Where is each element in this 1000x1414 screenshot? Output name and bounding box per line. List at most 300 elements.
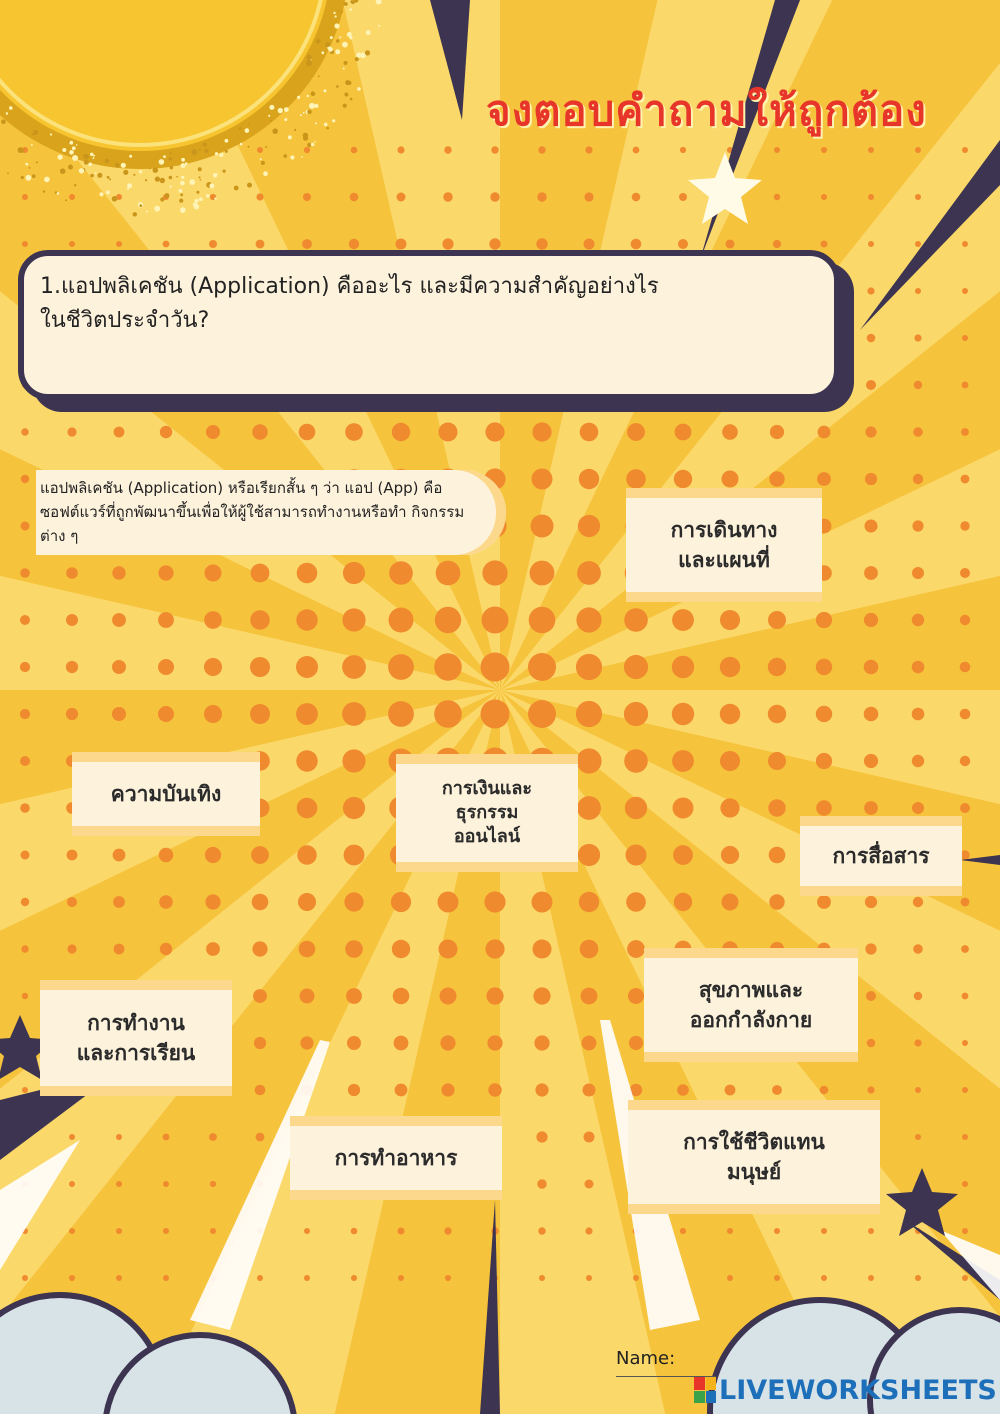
glitter-speck	[74, 184, 76, 186]
glitter-speck	[306, 55, 311, 60]
halftone-dot	[539, 1275, 545, 1281]
halftone-dot	[481, 653, 510, 682]
halftone-dot	[112, 613, 126, 627]
halftone-dot	[346, 988, 362, 1004]
halftone-dot	[821, 1275, 827, 1281]
halftone-dot	[160, 943, 172, 955]
glitter-speck	[332, 119, 335, 122]
glitter-speck	[335, 15, 337, 17]
halftone-dot	[625, 797, 647, 819]
halftone-dot	[299, 941, 316, 958]
halftone-dot	[577, 796, 601, 820]
glitter-speck	[199, 197, 203, 201]
halftone-dot	[768, 799, 785, 816]
glitter-speck	[204, 149, 208, 153]
halftone-dot	[529, 607, 556, 634]
halftone-dot	[445, 1275, 451, 1281]
answer-text: แอปพลิเคชัน (Application) หรือเรียกสั้น ๆ ว่า แอป (App) คือ ซอฟต์แวร์ที่ถูกพัฒนาขึ้นเพื่อให้ผู้ใช้สามารถทำงานหรือทำ กิจกรรมต่าง ๆ	[40, 479, 465, 545]
card-entertainment[interactable]	[72, 752, 260, 836]
glitter-speck	[139, 170, 142, 173]
halftone-dot	[528, 653, 556, 681]
halftone-dot	[116, 1275, 122, 1281]
halftone-dot	[868, 241, 874, 247]
halftone-dot	[585, 1180, 594, 1189]
glitter-speck	[127, 183, 132, 188]
glitter-speck	[240, 143, 243, 146]
halftone-dot	[674, 893, 692, 911]
halftone-dot	[961, 898, 970, 907]
halftone-dot	[721, 846, 739, 864]
glitter-speck	[357, 87, 361, 91]
glitter-speck	[198, 167, 202, 171]
halftone-dot	[912, 661, 925, 674]
glitter-speck	[121, 163, 126, 168]
halftone-dot	[394, 1036, 409, 1051]
halftone-dot	[816, 659, 832, 675]
halftone-dot	[774, 1228, 780, 1234]
halftone-dot	[351, 1275, 357, 1281]
halftone-dot	[67, 897, 77, 907]
halftone-dot	[254, 1037, 266, 1049]
halftone-dot	[296, 703, 318, 725]
glitter-speck	[263, 171, 268, 176]
halftone-dot	[720, 610, 740, 630]
halftone-dot	[398, 1228, 405, 1235]
glitter-speck	[261, 161, 265, 165]
glitter-speck	[199, 176, 201, 178]
halftone-dot	[441, 1083, 454, 1096]
halftone-dot	[397, 146, 404, 153]
halftone-dot	[67, 944, 76, 953]
halftone-dot	[256, 240, 265, 249]
halftone-dot	[528, 700, 556, 728]
glitter-speck	[69, 150, 74, 155]
glitter-speck	[99, 192, 103, 196]
glitter-speck	[189, 179, 195, 185]
halftone-dot	[867, 334, 876, 343]
halftone-dot	[344, 845, 365, 866]
glitter-speck	[206, 194, 210, 198]
halftone-dot	[960, 568, 970, 578]
glitter-speck	[321, 51, 324, 54]
glitter-speck	[133, 174, 135, 176]
halftone-dot	[960, 615, 970, 625]
page-title: จงตอบคำถามให้ถูกต้อง	[486, 86, 927, 135]
halftone-dot	[961, 475, 970, 484]
halftone-dot	[250, 704, 270, 724]
glitter-speck	[112, 196, 118, 202]
halftone-dot	[439, 940, 458, 959]
halftone-dot	[300, 989, 315, 1004]
halftone-dot	[726, 240, 735, 249]
glitter-speck	[234, 186, 239, 191]
glitter-speck	[58, 155, 63, 160]
halftone-dot	[821, 147, 827, 153]
halftone-dot	[538, 146, 545, 153]
halftone-dot	[680, 147, 686, 153]
halftone-dot	[20, 568, 30, 578]
halftone-dot	[116, 1181, 122, 1187]
glitter-speck	[72, 155, 78, 161]
glitter-speck	[269, 105, 274, 110]
halftone-dot	[69, 241, 75, 247]
halftone-dot	[112, 660, 126, 674]
answer-input[interactable]	[40, 476, 484, 554]
glitter-speck	[179, 199, 183, 203]
halftone-dot	[583, 1084, 596, 1097]
halftone-dot	[485, 939, 504, 958]
glitter-speck	[180, 207, 186, 213]
halftone-dot	[250, 657, 270, 677]
halftone-dot	[913, 944, 923, 954]
halftone-dot	[159, 848, 173, 862]
halftone-dot	[624, 608, 648, 632]
glitter-speck	[21, 176, 24, 179]
halftone-dot	[205, 565, 222, 582]
card-health-exercise[interactable]	[644, 948, 858, 1062]
halftone-dot	[720, 751, 740, 771]
halftone-dot	[962, 382, 969, 389]
halftone-dot	[821, 241, 828, 248]
halftone-dot	[393, 988, 410, 1005]
halftone-dot	[66, 661, 78, 673]
halftone-dot	[768, 611, 786, 629]
question-line-1: 1.แอปพลิเคชัน (Application) คืออะไร และมีความสำคัญอย่างไร	[40, 274, 659, 299]
glitter-speck	[160, 197, 164, 201]
glitter-speck	[278, 108, 283, 113]
halftone-dot	[727, 1275, 733, 1281]
halftone-dot	[626, 845, 647, 866]
halftone-dot	[818, 426, 831, 439]
halftone-dot	[627, 940, 645, 958]
glitter-speck	[195, 199, 199, 203]
glitter-speck	[248, 146, 250, 148]
halftone-dot	[912, 614, 924, 626]
halftone-dot	[69, 1228, 75, 1234]
halftone-dot	[435, 607, 461, 633]
halftone-dot	[434, 653, 462, 681]
glitter-speck	[25, 163, 28, 166]
glitter-speck	[90, 174, 94, 178]
halftone-dot	[436, 561, 461, 586]
halftone-dot	[962, 241, 968, 247]
halftone-dot	[66, 567, 78, 579]
glitter-speck	[294, 129, 296, 131]
glitter-speck	[337, 10, 339, 12]
glitter-speck	[339, 36, 341, 38]
glitter-speck	[239, 127, 242, 130]
glitter-speck	[297, 96, 300, 99]
glitter-speck	[105, 159, 110, 164]
halftone-dot	[678, 239, 688, 249]
halftone-dot	[577, 561, 601, 585]
glitter-speck	[324, 123, 328, 127]
halftone-dot	[116, 1134, 122, 1140]
halftone-dot	[21, 898, 29, 906]
halftone-dot	[20, 615, 30, 625]
halftone-dot	[204, 611, 222, 629]
glitter-speck	[123, 170, 128, 175]
halftone-dot	[576, 607, 601, 632]
halftone-dot	[257, 1275, 263, 1281]
halftone-dot	[342, 608, 365, 631]
halftone-dot	[914, 992, 922, 1000]
halftone-dot	[864, 754, 878, 768]
glitter-speck	[57, 192, 60, 195]
halftone-dot	[960, 521, 969, 530]
glitter-speck	[303, 136, 308, 141]
glitter-speck	[192, 149, 198, 155]
halftone-dot	[488, 1083, 501, 1096]
halftone-dot	[440, 988, 457, 1005]
halftone-dot	[912, 802, 924, 814]
halftone-dot	[388, 701, 414, 727]
halftone-dot	[21, 475, 29, 483]
halftone-dot	[444, 1227, 451, 1234]
halftone-dot	[252, 941, 267, 956]
halftone-dot	[672, 656, 694, 678]
glitter-speck	[7, 173, 9, 175]
halftone-dot	[864, 707, 879, 722]
halftone-dot	[727, 1228, 733, 1234]
glitter-speck	[336, 39, 339, 42]
glitter-speck	[163, 155, 166, 158]
halftone-dot	[302, 239, 312, 249]
glitter-speck	[335, 49, 340, 54]
halftone-dot	[113, 849, 126, 862]
glitter-speck	[283, 154, 287, 158]
halftone-dot	[22, 241, 28, 247]
halftone-dot	[578, 844, 600, 866]
card-label: การเงินและ ธุรกรรม ออนไลน์	[441, 778, 533, 847]
glitter-speck	[318, 75, 320, 77]
glitter-speck	[155, 177, 160, 182]
halftone-dot	[397, 193, 406, 202]
halftone-dot	[204, 658, 222, 676]
glitter-speck	[145, 179, 147, 181]
halftone-dot	[576, 748, 601, 773]
halftone-dot	[389, 608, 414, 633]
glitter-speck	[84, 160, 89, 165]
halftone-dot	[487, 1035, 502, 1050]
glitter-speck	[33, 130, 38, 135]
halftone-dot	[585, 146, 592, 153]
glitter-speck	[307, 110, 312, 115]
halftone-dot	[773, 240, 781, 248]
halftone-dot	[209, 1133, 217, 1141]
halftone-dot	[206, 942, 220, 956]
halftone-dot	[624, 655, 648, 679]
halftone-dot	[585, 1227, 592, 1234]
glitter-speck	[288, 135, 292, 139]
halftone-dot	[163, 1181, 169, 1187]
halftone-dot	[865, 426, 876, 437]
glitter-speck	[32, 174, 36, 178]
card-replace-human[interactable]	[628, 1100, 880, 1214]
halftone-dot	[159, 895, 173, 909]
glitter-speck	[314, 141, 316, 143]
glitter-speck	[344, 61, 348, 65]
glitter-speck	[93, 157, 95, 159]
halftone-dot	[531, 515, 554, 538]
glitter-speck	[179, 189, 183, 193]
halftone-dot	[344, 892, 363, 911]
halftone-dot	[633, 147, 640, 154]
halftone-dot	[769, 471, 784, 486]
halftone-dot	[674, 470, 692, 488]
glitter-speck	[65, 199, 67, 201]
halftone-dot	[867, 1086, 874, 1093]
glitter-speck	[303, 112, 305, 114]
halftone-dot	[912, 755, 924, 767]
glitter-speck	[284, 107, 289, 112]
halftone-dot	[624, 702, 648, 726]
halftone-dot	[486, 987, 503, 1004]
halftone-dot	[580, 940, 599, 959]
halftone-dot	[210, 1181, 216, 1187]
halftone-dot	[624, 749, 648, 773]
halftone-dot	[20, 803, 30, 813]
halftone-dot	[116, 1228, 122, 1234]
halftone-dot	[915, 1134, 921, 1140]
halftone-dot	[725, 1085, 736, 1096]
glitter-speck	[300, 114, 302, 116]
halftone-dot	[913, 427, 923, 437]
card-cooking[interactable]	[290, 1116, 502, 1200]
halftone-dot	[66, 614, 78, 626]
glitter-speck	[268, 115, 270, 117]
halftone-dot	[345, 940, 363, 958]
halftone-dot	[205, 894, 220, 909]
glitter-speck	[1, 120, 6, 125]
glitter-speck	[180, 193, 183, 196]
halftone-dot	[962, 335, 968, 341]
halftone-dot	[391, 892, 411, 912]
card-label: สุขภาพและ ออกกำลังกาย	[689, 978, 813, 1032]
glitter-speck	[199, 149, 201, 151]
glitter-speck	[153, 168, 158, 173]
glitter-speck	[146, 211, 148, 213]
halftone-dot	[114, 944, 125, 955]
question-box	[18, 250, 840, 400]
halftone-dot	[580, 423, 599, 442]
card-work-study[interactable]	[40, 980, 232, 1096]
halftone-dot	[395, 1084, 408, 1097]
halftone-dot	[816, 612, 832, 628]
halftone-dot	[304, 1228, 310, 1234]
glitter-speck	[36, 161, 38, 163]
halftone-dot	[532, 469, 553, 490]
glitter-speck	[350, 0, 353, 3]
answer-box[interactable]	[36, 470, 506, 555]
halftone-dot	[297, 845, 316, 864]
halftone-dot	[398, 1275, 404, 1281]
halftone-dot	[534, 1035, 549, 1050]
card-communication[interactable]	[800, 816, 962, 896]
halftone-dot	[21, 945, 28, 952]
glitter-speck	[176, 176, 178, 178]
glitter-speck	[193, 202, 197, 206]
halftone-dot	[484, 891, 505, 912]
halftone-dot	[868, 194, 874, 200]
glitter-speck	[330, 36, 333, 39]
glitter-speck	[325, 42, 330, 47]
halftone-dot	[584, 192, 593, 201]
glitter-speck	[365, 50, 370, 55]
halftone-dot	[821, 194, 827, 200]
glitter-speck	[90, 153, 93, 156]
glitter-speck	[311, 143, 315, 147]
glitter-speck	[223, 170, 226, 173]
halftone-dot	[163, 1275, 169, 1281]
halftone-dot	[961, 945, 969, 953]
glitter-speck	[129, 155, 132, 158]
halftone-dot	[768, 705, 786, 723]
glitter-speck	[9, 106, 13, 110]
halftone-dot	[579, 469, 599, 489]
halftone-dot	[868, 147, 874, 153]
halftone-dot	[672, 609, 694, 631]
glitter-speck	[44, 177, 50, 183]
liveworksheets-logo-icon	[694, 1377, 716, 1403]
halftone-dot	[679, 193, 687, 201]
halftone-dot	[442, 238, 453, 249]
halftone-dot	[581, 988, 598, 1005]
halftone-dot	[770, 425, 784, 439]
glitter-speck	[106, 191, 110, 195]
halftone-dot	[768, 752, 786, 770]
glitter-speck	[149, 167, 151, 169]
halftone-dot	[163, 1134, 170, 1141]
halftone-dot	[537, 1179, 546, 1188]
halftone-dot	[113, 896, 125, 908]
halftone-dot	[112, 566, 125, 579]
halftone-dot	[673, 798, 694, 819]
glitter-speck	[215, 152, 218, 155]
card-label: การใช้ชีวิตแทน มนุษย์	[683, 1130, 825, 1184]
halftone-dot	[864, 660, 879, 675]
halftone-dot	[672, 703, 694, 725]
halftone-dot	[21, 522, 30, 531]
halftone-dot	[21, 851, 30, 860]
glitter-speck	[215, 173, 218, 176]
halftone-dot	[675, 424, 692, 441]
halftone-dot	[962, 1228, 968, 1234]
halftone-dot	[820, 1086, 829, 1095]
halftone-dot	[434, 700, 462, 728]
halftone-dot	[204, 705, 222, 723]
liveworksheets-wordmark: LIVEWORKSHEETS	[719, 1374, 997, 1406]
halftone-dot	[389, 561, 413, 585]
halftone-dot	[66, 708, 78, 720]
glitter-speck	[248, 123, 250, 125]
glitter-speck	[97, 173, 102, 178]
card-finance[interactable]	[396, 754, 578, 872]
halftone-dot	[915, 147, 921, 153]
glitter-speck	[341, 11, 343, 13]
halftone-dot	[864, 801, 878, 815]
halftone-dot	[438, 892, 459, 913]
halftone-dot	[255, 1085, 266, 1096]
glitter-speck	[290, 155, 294, 159]
halftone-dot	[351, 147, 358, 154]
halftone-dot	[865, 943, 876, 954]
card-travel-maps[interactable]	[626, 488, 822, 602]
glitter-speck	[72, 146, 76, 150]
halftone-dot	[304, 147, 310, 153]
halftone-dot	[351, 1228, 358, 1235]
halftone-dot	[297, 563, 318, 584]
